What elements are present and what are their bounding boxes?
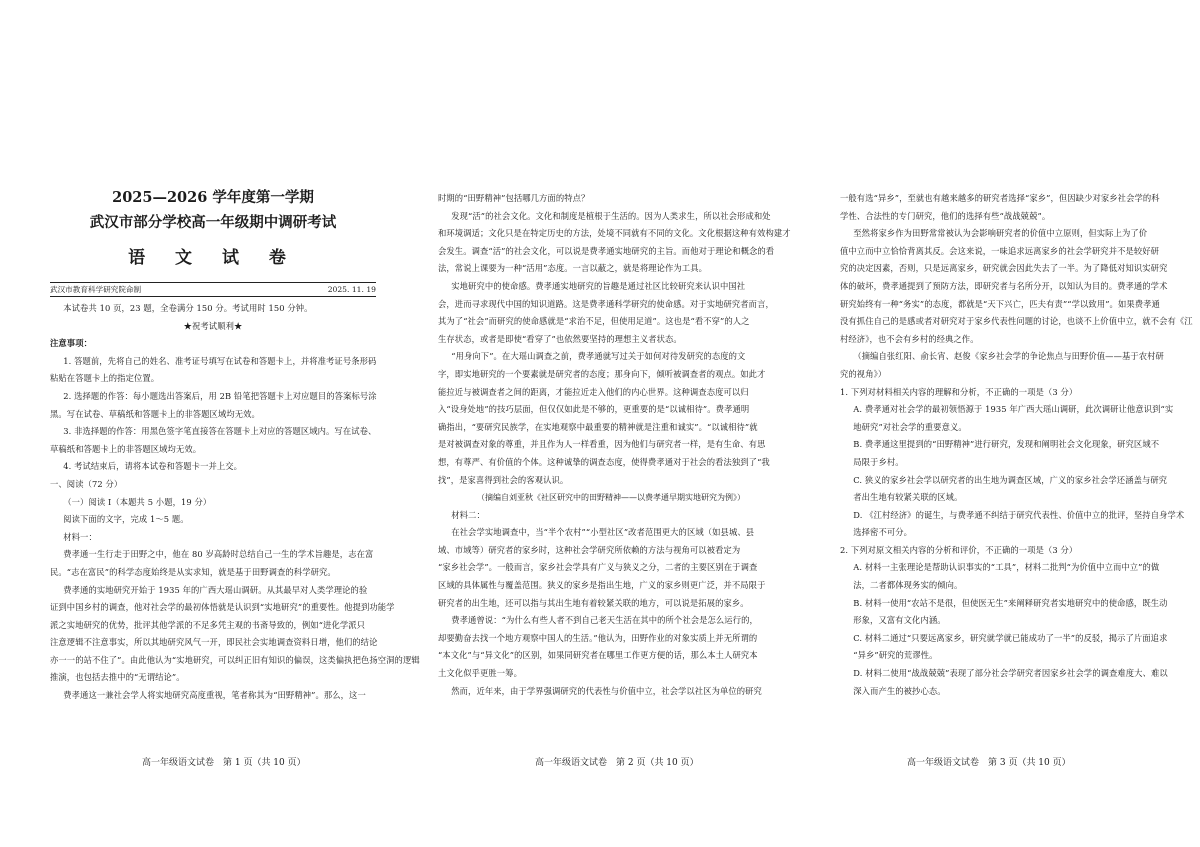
text-line: ★祝考试顺利★ — [183, 320, 243, 331]
text-line: 村经济》，也不会有乡村的经典之作。 — [840, 333, 979, 344]
text-line: “异乡”研究的荒谬性。 — [853, 650, 938, 661]
text-line: 2. 下列对原文相关内容的分析和评价，不正确的一项是（3 分） — [840, 544, 1078, 555]
text-line: 发现“活”的社会文化。文化和制度是植根于生活的。因为人类求生，所以社会形成和处 — [451, 210, 771, 221]
text-line: 1. 下列对材料相关内容的理解和分析，不正确的一项是（3 分） — [840, 386, 1078, 397]
text-line: 和环境调适；文化只是在特定历史的方法，处境不同就有不同的文化。文化根据这种有效构建才 — [438, 228, 791, 239]
text-line: 费孝通的实地研究开始于 1935 年的广西大瑶山调研。从其最早对人类学理论的验 — [63, 584, 368, 595]
text-line: 深入而产生的被抄心态。 — [853, 685, 946, 696]
text-line: 土文化似乎更胜一筹。 — [438, 668, 522, 679]
text-line: 地研究”对社会学的重要意义。 — [853, 421, 967, 432]
text-line: 材料二： — [451, 509, 485, 520]
text-line: 一般有选“异乡”，至就也有越来越多的研究者选择“家乡”，但因缺少对家乡社会学的科 — [840, 193, 1160, 203]
text-line: 草稿纸和答题卡上的非答题区域均无效。 — [50, 443, 202, 454]
text-line: 选择密不可分。 — [853, 527, 913, 538]
text-line: 1. 答题前，先将自己的姓名、准考证号填写在试卷和答题卡上，并将准考证号条形码 — [63, 355, 377, 366]
text-line: 费孝通曾说：“为什么有些人者不到自己老天生活在其中的所个社会是怎么运行的， — [451, 615, 758, 626]
text-line: 证到中国乡村的调查，他对社会学的最初体悟就是认识到“实地研究”的重要性。他提到功能学 — [50, 602, 395, 613]
text-line: 想，有尊严、有价值的个体。这种诚挚的调查态度，使得费孝通对于社会的看法独到了“我 — [438, 456, 770, 467]
text-line: 派之实地研究的优势，批评其他学派的不足多凭主观的书斋导致的，例如“进化学派只 — [50, 619, 366, 630]
text-line: 域、市域等）研究者的家乡时，这种社会学研究所依赖的方法与视角可以被看定为 — [438, 544, 741, 555]
text-line: 注意事项： — [50, 338, 92, 349]
text-line: 费孝通一生行走于田野之中，他在 80 岁高龄时总结自己一生的学术旨趣是，志在富 — [63, 549, 374, 560]
text-line: “本文化”与“异文化”的区别，如果同研究者在哪里工作更方便的话，那么本土人研究本 — [438, 650, 758, 661]
exam-page-1 — [50, 158, 420, 740]
text-line: 区域的具体属性与覆盖范围。狭义的家乡是指出生地，广义的家乡则更广泛，并不局限于 — [438, 580, 766, 591]
text-line: 4. 考试结束后，请将本试卷和答题卡一并上交。 — [63, 461, 243, 472]
text-line: 研究者的出生地，还可以指与其出生地有着较紧关联的地方，可以说是拓展的家乡。 — [438, 597, 749, 608]
text-line: 民。“志在富民”的科学态度始终是从实求知，就是基于田野调查的科学研究。 — [50, 566, 336, 577]
text-line: B. 材料一使用“农站不是很，但使医无生”来阐释研究者实地研究中的使命感，既生动 — [853, 597, 1168, 608]
text-line: 法，常说上课要为一种“活用”态度。一言以蔽之，就是将理论作为工具。 — [438, 263, 707, 274]
exam-page-3 — [840, 190, 1193, 772]
text-line: 实地研究中的使命感。费孝通实地研究的旨趣是通过社区比较研究来认识中国社 — [451, 280, 746, 291]
text-line: 时期的“田野精神”包括哪几方面的特点？ — [438, 193, 590, 203]
text-line: 其为了“社会”而研究的使命感就是“求治不足，但使用足道”。这也是“看不穿”的人之 — [438, 316, 750, 327]
page-3-body — [840, 190, 1193, 700]
text-line: D. 材料二使用“战战兢兢”表现了部分社会学研究者因家乡社会学的调查难度大、难以 — [853, 668, 1168, 679]
text-line: （摘编自张红阳、俞长宵、赵俊《家乡社会学的争论焦点与田野价值——基于农村研 — [853, 351, 1164, 362]
text-line: 会发生。调查“活”的社会文化，可以说是费孝通实地研究的主旨。而他对于理论和概念的看 — [438, 245, 775, 256]
text-line: 没有抓住自己的是感或者对研究对于家乡代表性问题的讨论，也谈不上价值中立，就不会有《江 — [840, 316, 1193, 327]
text-line: 在社会学实地调查中，当“半个农村”“小型社区”改者范围更大的区域（如县城、县 — [451, 527, 755, 538]
text-line: 究的视角》） — [840, 368, 887, 379]
text-line: 2. 选择题的作答：每小题选出答案后，用 2B 铅笔把答题卡上对应题目的答案标号涂 — [63, 390, 377, 401]
text-line: A. 材料一主张理论是帮助认识事实的“工具”，材料二批判“为价值中立而中立”的做 — [853, 562, 1160, 573]
text-line: 生存状态，或者是即使“看穿了”也依然要坚持的理想主义者状态。 — [438, 333, 682, 344]
text-line: 形象，又富有文化内涵。 — [853, 615, 946, 626]
text-line: 是对被调查对象的尊重，并且作为人一样看重，因为他们与研究者一样，是有生命、有思 — [438, 439, 766, 450]
text-line: 3. 非选择题的作答：用黑色签字笔直接答在答题卡上对应的答题区域内。写在试卷、 — [63, 426, 377, 437]
text-line: “家乡社会学”。一般而言，家乡社会学具有广义与狭义之分，二者的主要区别在于调查 — [438, 562, 758, 573]
text-line: 本试卷共 10 页，23 题，全卷满分 150 分。考试用时 150 分钟。 — [63, 303, 313, 313]
text-line: 究的决定因素，否则，只是远离家乡，研究就会因此失去了一半。为了降低对知识实研究 — [840, 263, 1168, 274]
text-line: 注意逻辑不注意事实，所以其地研究风气一开，即民社会实地调查资料日增，他们的结论 — [50, 637, 378, 648]
text-line: 材料一： — [63, 531, 97, 542]
text-line: C. 狭义的家乡社会学以研究者的出生地为调查区域，广义的家乡社会学还涵盖与研究 — [853, 474, 1168, 485]
text-line: （一）阅读 Ⅰ（本题共 5 小题，19 分） — [63, 496, 212, 507]
text-line: 能拉近与被调查者之间的距离，才能拉近走入他们的内心世界。这种调查态度可以归 — [438, 386, 749, 397]
exam-page-2 — [438, 190, 791, 772]
text-line: 研究始终有一种“务实”的态度，都就是“天下兴亡，匹夫有责”“学以致用”。如果费孝通 — [840, 298, 1160, 309]
text-line: D. 《江村经济》的诞生，与费孝通不纠结于研究代表性、价值中立的批评，坚持自身学术 — [853, 509, 1185, 520]
text-line: 局限于乡村。 — [853, 456, 904, 467]
text-line: 字，即实地研究的一个要素就是研究者的态度；那身向下，倾听被调查者的观点。如此才 — [438, 368, 766, 379]
text-line: 学性、合法性的专门研究，他们的选择有些“战战兢兢”。 — [840, 210, 1051, 221]
text-line: 至然将家乡作为田野常常被认为会影响研究者的价值中立原则，但实际上为了价 — [853, 228, 1148, 239]
text-line: “用身向下”。在大瑶山调查之前，费孝通就写过关于如何对待发研究的态度的文 — [451, 351, 746, 362]
text-line: 却要勤奋去找一个地方观察中国人的生活。”他认为，田野作业的对象实质上并无所谓的 — [438, 632, 758, 643]
text-line: 会，进而寻求现代中国的知识道路。这是费孝通科学研究的使命感。对于实地研究者而言， — [438, 298, 774, 309]
text-line: 粘贴在答题卡上的指定位置。 — [50, 373, 160, 384]
text-line: C. 材料二通过“只要远离家乡，研究就学就已能成功了一半”的反驳，揭示了片面追求 — [853, 632, 1168, 643]
subject-title: 语 文 试 卷 — [128, 248, 298, 268]
text-line: 亦一一的站不住了”。由此他认为“实地研究，可以纠正旧有知识的偏误，这类偏执把色扬空洞的逻辑 — [50, 654, 420, 665]
text-line: 确指出，“要研究民族学，在实地观察中最重要的精神就是注重和诚实”。“以诚相待”就 — [438, 421, 758, 432]
text-line: 值中立而中立恰恰背离其反。会这来说，一味追求远离家乡的社会学研究并不是较好研 — [840, 245, 1160, 256]
exam-year-heading: 2025—2026 学年度第一学期 — [112, 189, 314, 206]
page-1-body — [50, 300, 420, 705]
page-3-footer: 高一年级语文试卷 第 3 页（共 10 页） — [907, 758, 1071, 768]
text-line: 入“设身处地”的技巧层面，但仅仅如此是不够的，更重要的是“以诚相待”。费孝通明 — [438, 404, 750, 415]
text-line: 费孝通这一兼社会学人将实地研究高度重视，笔者称其为“田野精神”。那么，这一 — [63, 690, 366, 701]
text-line: B. 费孝通这里提到的“田野精神”进行研究，发现和阐明社会文化现象，研究区域不 — [853, 439, 1160, 450]
text-line: 一、阅读（72 分） — [50, 478, 123, 489]
exam-title-heading: 武汉市部分学校高一年级期中调研考试 — [89, 214, 337, 231]
page-2-footer: 高一年级语文试卷 第 2 页（共 10 页） — [535, 758, 699, 768]
page-2-body — [438, 190, 791, 700]
issuer-label: 武汉市教育科学研究院命制 — [50, 285, 142, 294]
text-line: 阅读下面的文字，完成 1～5 题。 — [63, 514, 189, 525]
text-line: 黑。写在试卷、草稿纸和答题卡上的非答题区域均无效。 — [50, 408, 260, 419]
text-line: 找”，是家喜得到社会的客观认识。 — [438, 474, 569, 485]
text-line: 者出生地有较紧关联的区域。 — [853, 492, 963, 503]
page-1-footer: 高一年级语文试卷 第 1 页（共 10 页） — [142, 758, 306, 768]
text-line: 法，二者都体现务实的倾向。 — [853, 580, 963, 591]
exam-date: 2025. 11. 19 — [327, 285, 376, 294]
text-line: 体的破坏，费孝通提到了预防方法，即研究者与名所分开，以知认为目的。费孝通的学术 — [840, 280, 1168, 291]
text-line: 推演，也包括去推中的“无谓结论”。 — [50, 672, 185, 683]
text-line: A. 费孝通对社会学的最初领悟源于 1935 年广西大瑶山调研，此次调研让他意识到“实 — [853, 404, 1174, 415]
text-line: （摘编自刘亚秋《社区研究中的田野精神——以费孝通早期实地研究为例》） — [477, 493, 745, 503]
issuer-row — [50, 282, 376, 297]
text-line: 然而，近年来，由于学界强调研究的代表性与价值中立，社会学以社区为单位的研究 — [451, 685, 762, 696]
